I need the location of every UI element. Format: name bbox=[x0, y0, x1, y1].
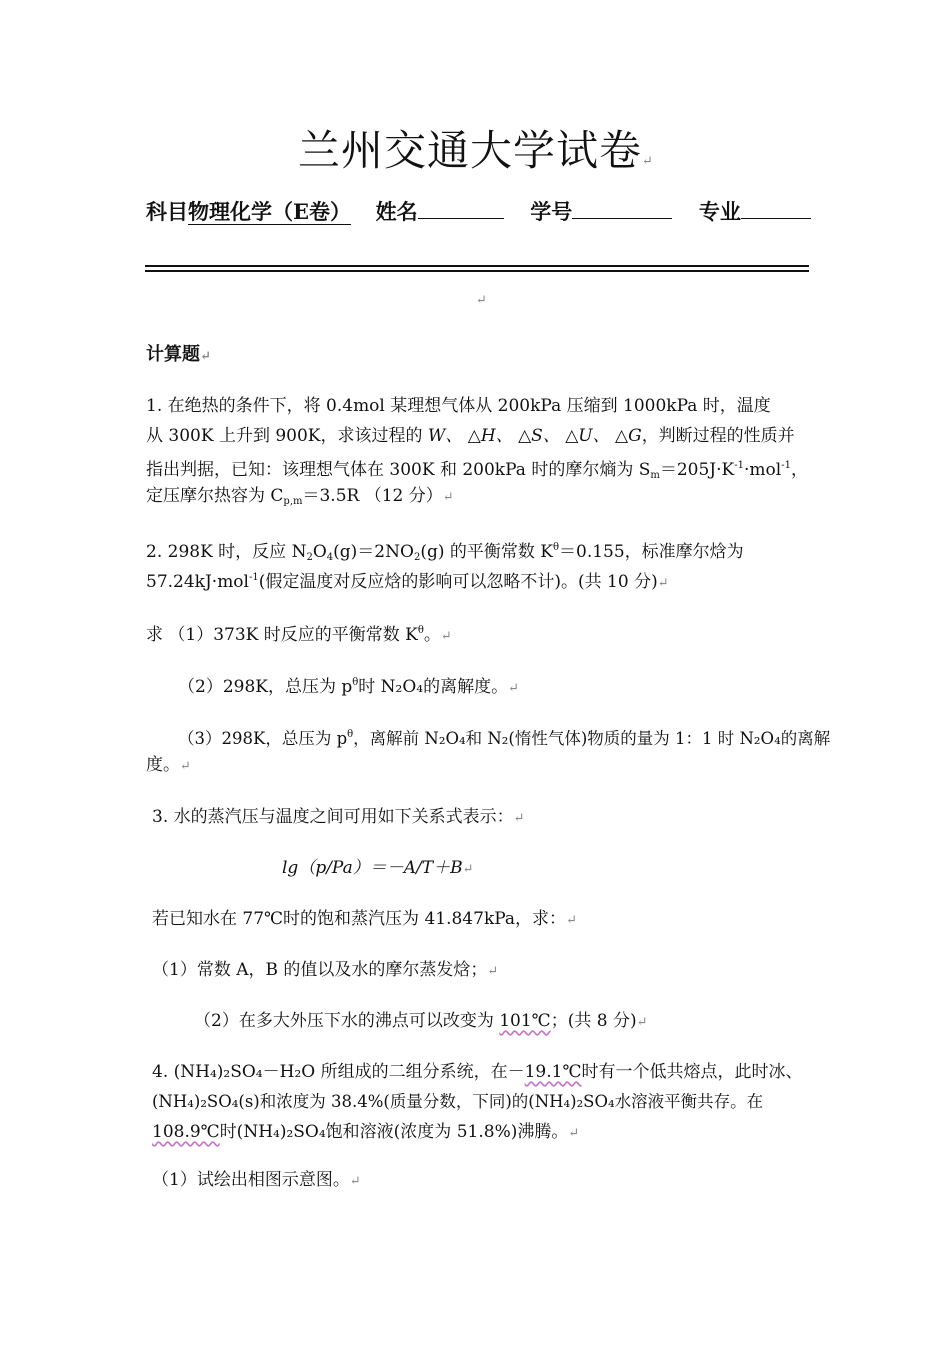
paragraph-mark: ↵ bbox=[462, 862, 474, 877]
q2-ask-text: 度。 bbox=[146, 755, 180, 775]
q4-line-3 bbox=[152, 1117, 579, 1149]
paragraph-mark: ↵ bbox=[180, 759, 191, 774]
q1-line-2-text: 从 300K 上升到 900K，求该过程的 bbox=[146, 426, 428, 446]
q4-text: (NH₄)₂SO₄(s)和浓度为 38.4%(质量分数，下同)的(NH₄)₂SO₄水溶液平衡共存。在 bbox=[152, 1092, 764, 1111]
header-rule-bottom bbox=[145, 270, 809, 272]
q2-text: (g)＝2NO bbox=[333, 542, 414, 562]
q2-text: 2. 298K 时，反应 N bbox=[146, 542, 307, 562]
q4-line-2 bbox=[152, 1087, 763, 1117]
q1-superscript: -1 bbox=[734, 460, 744, 471]
q4-ask-text: （1）试绘出相图示意图。 bbox=[152, 1170, 350, 1190]
q2-superscript: θ bbox=[552, 542, 559, 553]
q3-ask-text: （1）常数 A，B 的值以及水的摩尔蒸发焓； bbox=[152, 960, 488, 980]
q2-text: 57.24kJ·mol bbox=[146, 572, 249, 592]
major-label: 专业 bbox=[698, 199, 741, 224]
q2-ask-text: 时 N₂O₄的离解度。 bbox=[358, 677, 509, 697]
q2-superscript: θ bbox=[347, 729, 354, 740]
q1-comma: ， bbox=[790, 460, 808, 480]
q4-text: 时(NH₄)₂SO₄饱和溶液(浓度为 51.8%)沸腾。 bbox=[219, 1122, 569, 1142]
section-title-text: 计算题 bbox=[146, 344, 200, 365]
q3-temperature: 101℃ bbox=[499, 1011, 551, 1031]
name-blank bbox=[418, 198, 504, 219]
q2-ask-text: 。 bbox=[423, 625, 441, 645]
paragraph-mark: ↵ bbox=[508, 681, 520, 696]
q1-variables: W、 △H、 △S、 △U、 △G bbox=[427, 426, 642, 446]
subject-label: 科目 bbox=[146, 199, 188, 224]
q2-subscript: 2 bbox=[413, 552, 421, 563]
q1-unit-mol: ·mol bbox=[743, 460, 782, 480]
major-blank bbox=[741, 198, 811, 219]
paragraph-mark: ↵ bbox=[440, 629, 452, 644]
q2-ask-text: （3）298K，总压为 p bbox=[178, 729, 348, 748]
exam-title bbox=[0, 118, 952, 178]
q2-ask-text: 求 （1）373K 时反应的平衡常数 K bbox=[146, 625, 418, 645]
q3-ask-text: （2）在多大外压下水的沸点可以改变为 bbox=[194, 1011, 500, 1031]
q1-line-3-text: 指出判据，已知：该理想气体在 300K 和 200kPa 时的摩尔熵为 S bbox=[146, 460, 651, 480]
q3-line-2 bbox=[152, 904, 577, 936]
q3-line-1 bbox=[152, 802, 525, 834]
q2-ask-text: （2）298K，总压为 p bbox=[178, 677, 353, 697]
paragraph-mark: ↵ bbox=[657, 576, 669, 591]
paragraph-mark: ↵ bbox=[442, 490, 454, 505]
q2-text: O bbox=[312, 542, 327, 562]
q2-text: (假定温度对反应焓的影响可以忽略不计)。(共 10 分) bbox=[258, 572, 658, 592]
q3-ask-1 bbox=[152, 955, 498, 987]
name-label: 姓名 bbox=[375, 199, 418, 224]
q3-text: 若已知水在 77℃时的饱和蒸汽压为 41.847kPa，求： bbox=[152, 909, 567, 929]
header-rule-top bbox=[145, 265, 809, 267]
q3-ask-2 bbox=[194, 1006, 648, 1038]
q2-superscript: -1 bbox=[248, 572, 259, 583]
q2-line-2 bbox=[146, 563, 669, 599]
q2-ask-3-cont bbox=[146, 750, 191, 782]
paragraph-mark: ↵ bbox=[200, 349, 211, 364]
q2-subscript: 4 bbox=[326, 552, 334, 563]
section-title bbox=[146, 340, 211, 366]
exam-title-text: 兰州交通大学试卷 bbox=[298, 126, 643, 175]
q4-boiling-temp: 108.9℃ bbox=[152, 1122, 220, 1142]
q1-superscript: -1 bbox=[781, 460, 791, 471]
q2-text: ＝0.155，标准摩尔焓为 bbox=[559, 542, 744, 562]
q2-superscript: θ bbox=[352, 677, 359, 688]
paragraph-mark: ↵ bbox=[642, 154, 654, 169]
q1-line-2-end: ，判断过程的性质并 bbox=[641, 426, 795, 446]
q1-heat-capacity: ＝3.5R （12 分） bbox=[302, 486, 443, 506]
q3-formula-text: lg（p/Pa）＝－A/T＋B bbox=[282, 858, 463, 878]
exam-header bbox=[146, 196, 811, 226]
paragraph-mark: ↵ bbox=[487, 964, 499, 979]
q2-ask-text: ，离解前 N₂O₄和 N₂(惰性气体)物质的量为 1：1 时 N₂O₄的离解 bbox=[353, 729, 831, 748]
q2-ask-3 bbox=[178, 720, 830, 754]
student-id-blank bbox=[572, 198, 672, 219]
q1-line-4-text: 定压摩尔热容为 C bbox=[146, 486, 284, 506]
q1-line-2 bbox=[146, 421, 795, 451]
q2-subscript: 2 bbox=[306, 552, 313, 563]
paragraph-mark: ↵ bbox=[636, 1015, 648, 1030]
q4-ask-1 bbox=[152, 1165, 361, 1197]
q1-line-4 bbox=[146, 481, 454, 517]
q4-line-1 bbox=[152, 1057, 802, 1087]
q4-text: 时有一个低共熔点，此时冰、 bbox=[581, 1062, 803, 1082]
paragraph-mark: ↵ bbox=[568, 1126, 580, 1141]
q2-text: (g) 的平衡常数 K bbox=[420, 542, 553, 562]
q3-text: 3. 水的蒸汽压与温度之间可用如下关系式表示： bbox=[152, 807, 514, 827]
q2-superscript: θ bbox=[417, 625, 424, 636]
paragraph-mark: ↵ bbox=[476, 293, 487, 308]
paragraph-mark: ↵ bbox=[566, 913, 577, 928]
q2-ask-1 bbox=[146, 616, 452, 652]
subject-value: 物理化学（E卷） bbox=[188, 199, 352, 224]
q1-line-1 bbox=[146, 391, 771, 421]
q1-subscript-m: m bbox=[650, 470, 660, 481]
q2-ask-2 bbox=[178, 668, 519, 704]
q3-ask-text: ；(共 8 分) bbox=[550, 1011, 637, 1031]
q1-entropy-value: ＝205J·K bbox=[659, 460, 735, 480]
paragraph-mark: ↵ bbox=[513, 811, 525, 826]
q3-formula bbox=[282, 853, 473, 885]
paragraph-mark: ↵ bbox=[349, 1174, 361, 1189]
student-id-label: 学号 bbox=[530, 199, 573, 224]
q1-subscript-pm: p,m bbox=[283, 496, 303, 507]
q4-text: 4. (NH₄)₂SO₄－H₂O 所组成的二组分系统，在－ bbox=[152, 1062, 525, 1082]
q4-eutectic-temp: 19.1℃ bbox=[524, 1062, 582, 1082]
q1-line-1-text: 1. 在绝热的条件下，将 0.4mol 某理想气体从 200kPa 压缩到 1000kPa 时，温度 bbox=[146, 396, 771, 416]
